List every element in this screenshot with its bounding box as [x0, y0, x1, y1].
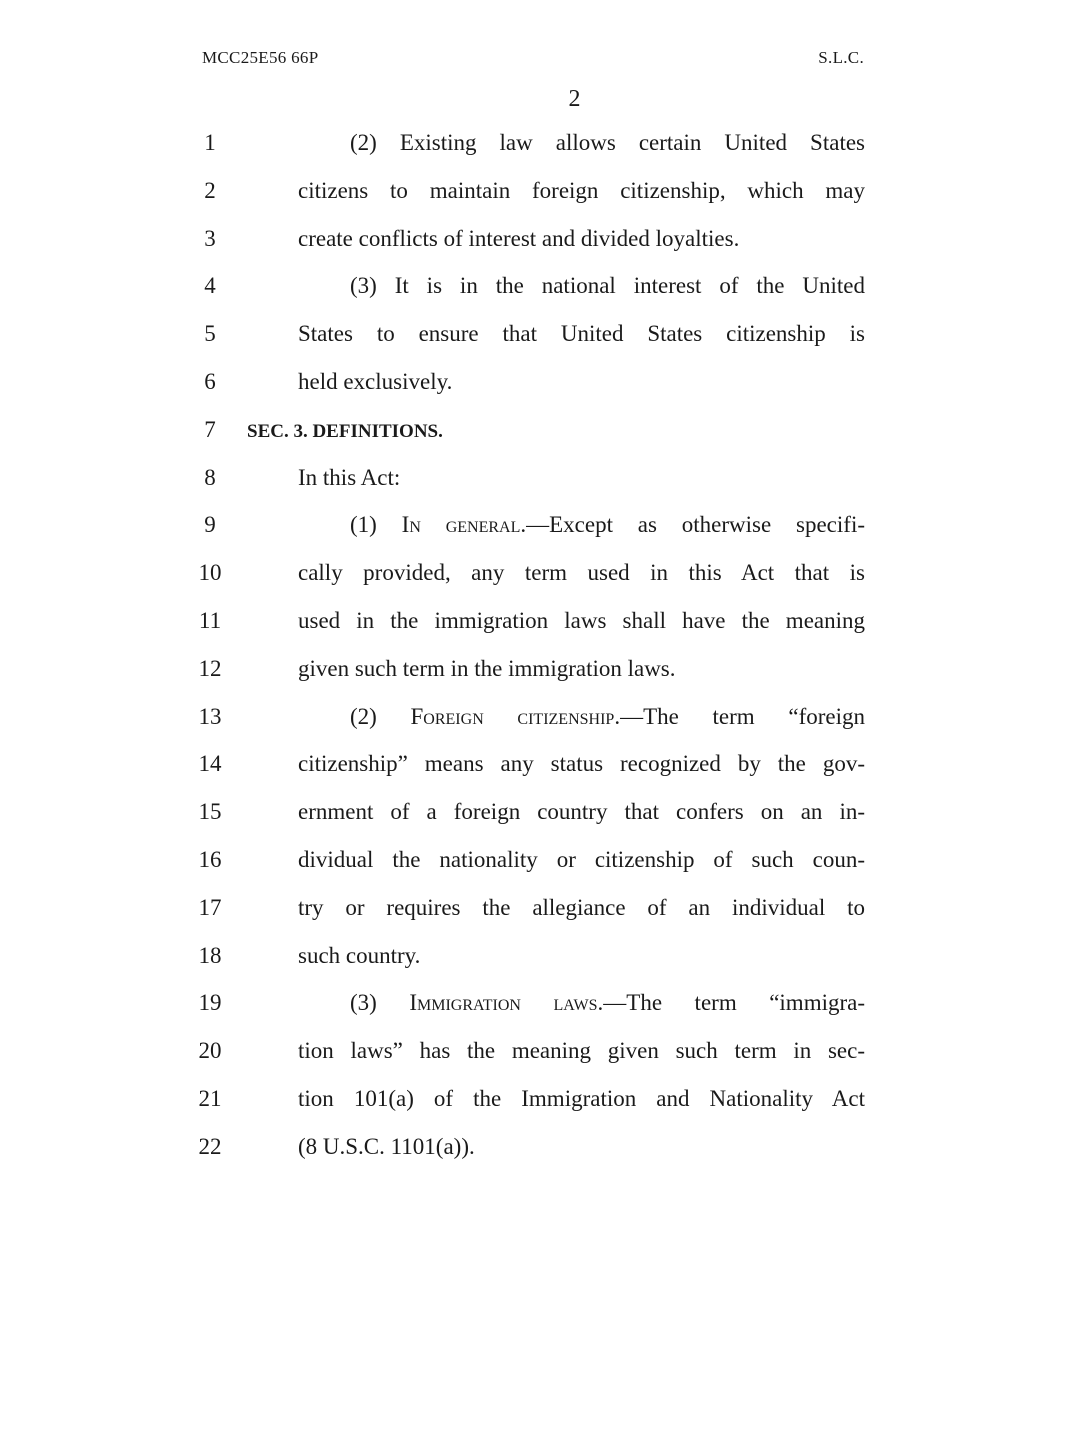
line-text: States to ensure that United States citizenship is	[298, 321, 865, 347]
slc-code: S.L.C.	[818, 48, 864, 67]
line-text: such country.	[298, 942, 421, 968]
line-number: 6	[204, 369, 216, 394]
bill-line	[0, 990, 1089, 1020]
line-text: tion 101(a) of the Immigration and Nationality Act	[298, 1086, 865, 1111]
bill-line	[0, 321, 1089, 351]
paragraph-heading: Immigration laws	[409, 990, 598, 1016]
bill-line	[0, 847, 1089, 877]
line-number: 12	[198, 655, 222, 681]
bill-line	[0, 608, 1089, 638]
bill-line	[0, 943, 1089, 973]
line-text: (8 U.S.C. 1101(a)).	[298, 1133, 475, 1159]
line-number: 15	[198, 799, 222, 825]
line-number: 16	[198, 847, 222, 872]
line-text: (2) Existing law allows certain United States	[350, 130, 865, 155]
line-text: (2) Foreign citizenship.—The term “foreign	[350, 703, 865, 729]
line-text: cally provided, any term used in this Act that is	[298, 560, 865, 586]
line-number: 22	[198, 1133, 222, 1159]
line-number: 20	[198, 1038, 222, 1064]
line-text: In this Act:	[298, 464, 401, 490]
line-number: 8	[204, 464, 216, 490]
bill-line	[0, 895, 1089, 925]
line-number: 9	[204, 512, 216, 538]
line-number: 10	[198, 560, 222, 586]
line-text: given such term in the immigration laws.	[298, 655, 676, 681]
line-number: 5	[204, 321, 216, 347]
bill-line	[0, 465, 1089, 495]
page-number: 2	[568, 86, 581, 112]
line-number: 19	[198, 990, 222, 1016]
line-number: 11	[198, 608, 222, 633]
line-text: citizenship” means any status recognized by the gov-	[298, 751, 865, 777]
line-text: held exclusively.	[298, 369, 453, 394]
line-text: try or requires the allegiance of an individual to	[298, 894, 865, 920]
bill-line	[0, 1038, 1089, 1068]
bill-line	[0, 130, 1089, 160]
line-text: tion laws” has the meaning given such term in sec-	[298, 1038, 865, 1064]
line-text: citizens to maintain foreign citizenship, which may	[298, 177, 865, 203]
bill-line	[0, 226, 1089, 256]
document-id: MCC25E56 66P	[202, 48, 319, 67]
paragraph-heading: Foreign citizenship	[410, 703, 615, 729]
bill-line	[0, 560, 1089, 590]
line-text: (3) Immigration laws.—The term “immigra-	[350, 990, 865, 1016]
line-number: 7	[204, 416, 216, 442]
line-text: ernment of a foreign country that confers on an in-	[298, 799, 865, 825]
bill-line	[0, 512, 1089, 542]
line-number: 17	[198, 894, 222, 920]
bill-line	[0, 1086, 1089, 1116]
bill-line	[0, 751, 1089, 781]
line-text: dividual the nationality or citizenship of such coun-	[298, 847, 865, 872]
line-number: 18	[198, 942, 222, 968]
line-text: create conflicts of interest and divided loyalties.	[298, 225, 740, 251]
line-number: 13	[198, 703, 222, 729]
line-text: used in the immigration laws shall have the meaning	[298, 608, 865, 633]
bill-line	[0, 178, 1089, 208]
line-text: (3) It is in the national interest of the United	[350, 273, 865, 299]
bill-line	[0, 704, 1089, 734]
section-heading-line	[0, 417, 1089, 447]
line-number: 14	[198, 751, 222, 777]
paragraph-heading: In general	[401, 512, 521, 538]
line-number: 1	[204, 130, 216, 155]
bill-line	[0, 799, 1089, 829]
bill-line	[0, 1134, 1089, 1164]
line-number: 21	[198, 1086, 222, 1111]
section-heading: SEC. 3. DEFINITIONS.	[247, 420, 443, 442]
line-text: (1) In general.—Except as otherwise specifi-	[350, 512, 865, 538]
line-number: 2	[204, 177, 216, 203]
line-number: 3	[204, 225, 216, 251]
bill-line	[0, 369, 1089, 399]
bill-line	[0, 656, 1089, 686]
bill-line	[0, 273, 1089, 303]
line-number: 4	[204, 273, 216, 299]
